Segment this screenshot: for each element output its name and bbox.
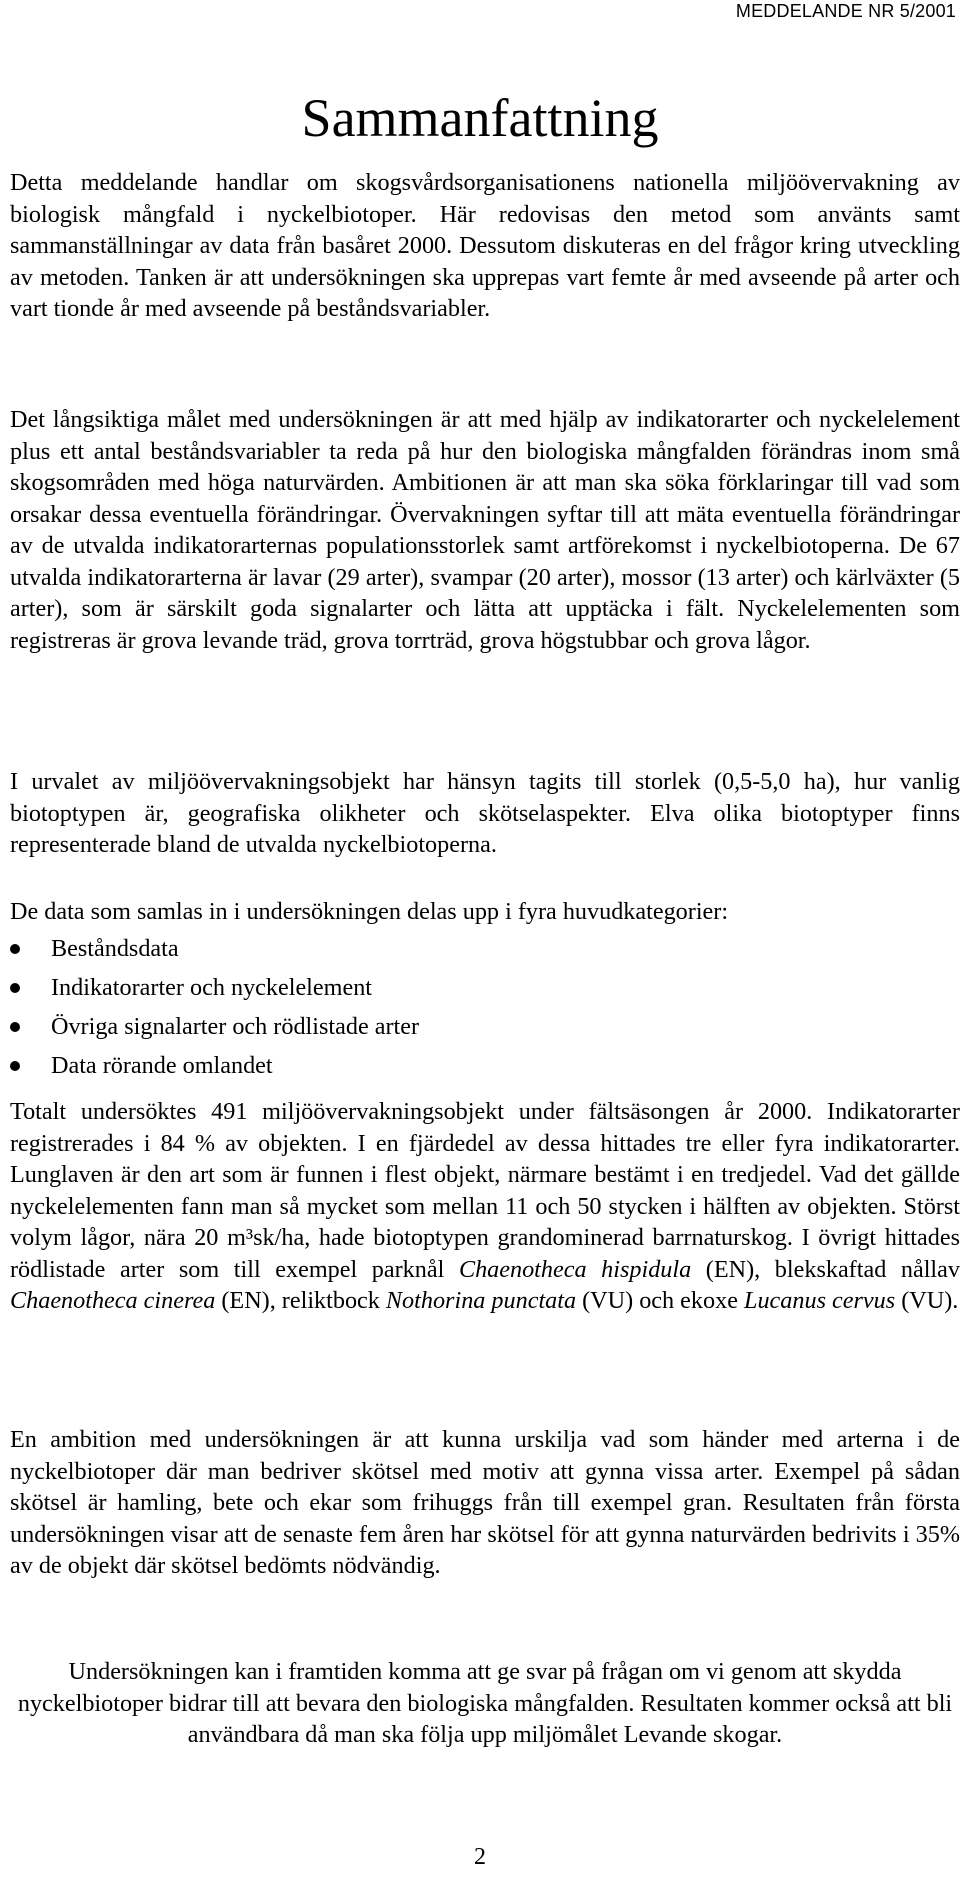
bullet-icon <box>10 1022 20 1032</box>
paragraph-conclusion: Undersökningen kan i framtiden komma att ge svar på frågan om vi genom att skydda nyckelbiotoper bidrar till att bevara den biologiska mångfalden. Resultaten kommer också att bli användbara då man ska följa upp miljömålet Levande skogar. <box>17 1658 953 1748</box>
results-text-e: (VU). <box>895 1287 959 1314</box>
list-item-label: Övriga signalarter och rödlistade arter <box>51 1013 420 1040</box>
list-item-label: Indikatorarter och nyckelelement <box>51 974 373 1001</box>
list-item-label: Beståndsdata <box>51 935 179 962</box>
bullet-icon <box>10 944 20 954</box>
paragraph-management: En ambition med undersökningen är att kunna urskilja vad som händer med arterna i de nyckelbiotoper där man bedriver skötsel med motiv att gynna vissa arter. Exempel på sådan skötsel är hamling, bete och ekar som frihuggs från till exempel gran. Resultaten från första undersökningen visar att de senaste fem åren har skötsel för att gynna naturvärden bedrivits i 35% av de objekt där skötsel bedömts nödvändig. <box>10 1426 960 1579</box>
running-header: MEDDELANDE NR 5/2001 <box>735 1 956 21</box>
paragraph-results <box>10 1096 960 1317</box>
results-text-c: (EN), reliktbock <box>215 1287 386 1314</box>
list-item-label: Data rörande omlandet <box>51 1052 273 1079</box>
bullet-icon <box>10 983 20 993</box>
paragraph-selection: I urvalet av miljöövervakningsobjekt har hänsyn tagits till storlek (0,5-5,0 ha), hur vanlig biotoptypen är, geografiska olikheter och skötselaspekter. Elva olika biotoptyper finns representerade bland de utvalda nyckelbiotoperna. <box>10 768 960 858</box>
bullet-icon <box>10 1061 20 1071</box>
species-name: Lucanus cervus <box>744 1287 896 1314</box>
page-number: 2 <box>474 1844 486 1870</box>
species-name: Nothorina punctata <box>385 1287 577 1314</box>
results-text-d: (VU) och ekoxe <box>576 1287 744 1314</box>
category-list <box>10 929 419 1085</box>
results-text-b: (EN), blekskaftad nållav <box>691 1255 960 1283</box>
page-title: Sammanfattning <box>301 88 659 148</box>
list-item <box>10 1007 419 1046</box>
list-item <box>10 968 419 1007</box>
species-name: Chaenotheca cinerea <box>10 1287 216 1314</box>
paragraph-goal: Det långsiktiga målet med undersökningen är att med hjälp av indikatorarter och nyckelelement plus ett antal beståndsvariabler ta reda på hur den biologiska mångfalden förändras inom små skogsområden med höga naturvärden. Ambitionen är att man ska söka förklaringar till vad som orsakar dessa eventuella förändringar. Övervakningen syftar till att mäta eventuella förändringar av de utvalda indikatorarternas populationsstorlek samt artförekomst i nyckelbiotoperna. De 67 utvalda indikatorarterna är lavar (29 arter), svampar (20 arter), mossor (13 arter) och kärlväxter (5 arter), som är särskilt goda signalarter och lätta att upptäcka i fält. Nyckelelementen som registreras är grova levande träd, grova torrträd, grova högstubbar och grova lågor. <box>10 406 960 654</box>
list-item <box>10 1046 419 1085</box>
list-item <box>10 929 419 968</box>
paragraph-categories-intro: De data som samlas in i undersökningen delas upp i fyra huvudkategorier: <box>10 898 729 925</box>
species-name: Chaenotheca hispidula <box>458 1255 692 1283</box>
paragraph-intro: Detta meddelande handlar om skogsvårdsorganisationens nationella miljöövervakning av biologisk mångfald i nyckelbiotoper. Här redovisas den metod som använts samt sammanställningar av data från basåret 2000. Dessutom diskuteras en del frågor kring utveckling av metoden. Tanken är att undersökningen ska upprepas vart femte år med avseende på arter och vart tionde år med avseende på beståndsvariabler. <box>10 169 960 322</box>
results-text-a: Totalt undersöktes 491 miljöövervakningsobjekt under fältsäsongen år 2000. Indikatorarter registrerades i 84 % av objekten. I en fjärdedel av dessa hittades tre eller fyra indikatorarter. Lunglaven är den art som är funnen i flest objekt, närmare bestämt i en tredjedel. Vad det gällde nyckelelementen fann man så mycket som mellan 11 och 50 stycken i hälften av objekten. Störst volym lågor, nära 20 m³sk/ha, hade biotoptypen grandominerad barrnaturskog. I övrigt hittades rödlistade arter som till exempel parknål <box>10 1098 960 1283</box>
